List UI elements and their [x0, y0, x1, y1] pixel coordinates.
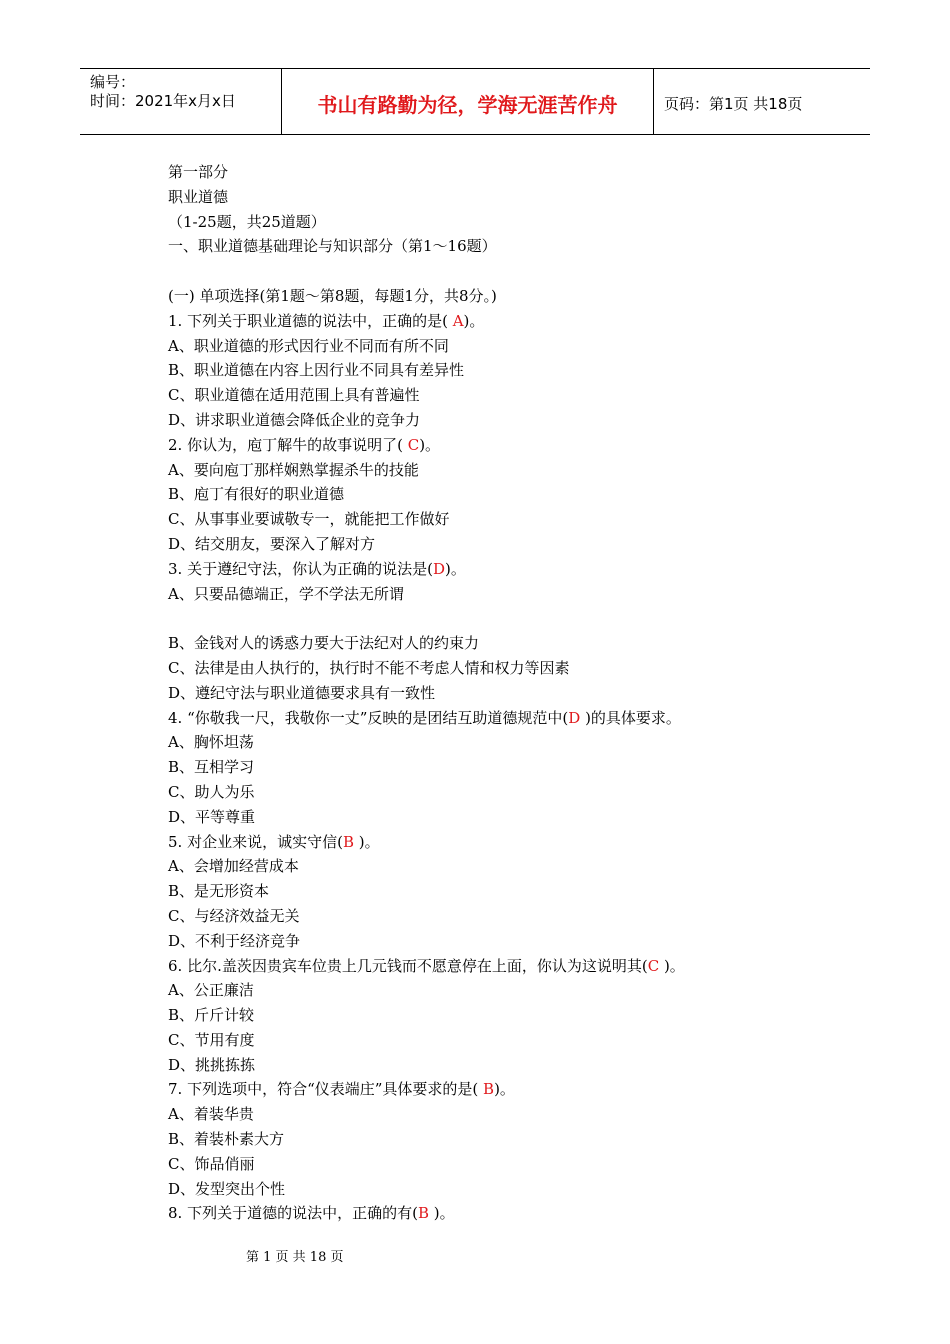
line-text: D、平等尊重: [168, 807, 256, 826]
text-line: [168, 1102, 868, 1127]
line-text-tail: )。: [463, 311, 485, 330]
line-text: B、着装朴素大方: [168, 1130, 285, 1149]
line-text: 职业道德: [168, 187, 229, 206]
line-text-tail: )。: [428, 1204, 455, 1223]
line-text: 6. 比尔.盖茨因贵宾车位贵上几元钱而不愿意停在上面，你认为这说明其(: [168, 956, 648, 975]
text-line: [168, 706, 868, 731]
line-text: D、讲求职业道德会降低企业的竞争力: [168, 410, 421, 429]
line-text: A、要向庖丁那样娴熟掌握杀牛的技能: [168, 460, 419, 479]
line-text: 5. 对企业来说，诚实守信(: [168, 832, 343, 851]
text-line: [168, 234, 868, 259]
text-line: [168, 904, 868, 929]
answer-mark: B: [342, 832, 354, 851]
line-text-tail: )。: [353, 832, 380, 851]
text-line: [168, 805, 868, 830]
line-text: A、公正廉洁: [168, 981, 254, 1000]
line-text-tail: )。: [494, 1080, 515, 1099]
header-meta: [80, 69, 282, 134]
text-line: [168, 854, 868, 879]
line-text: 2. 你认为，庖丁解牛的故事说明了(: [168, 435, 408, 454]
header-page-info: 页码：第1页 共18页: [664, 95, 803, 113]
document-time: 时间：2021年x月x日: [90, 92, 236, 110]
line-text: 8. 下列关于道德的说法中，正确的有(: [168, 1204, 418, 1223]
text-line: [168, 557, 868, 582]
line-text: D、遵纪守法与职业道德要求具有一致性: [168, 683, 436, 702]
text-line: [168, 954, 868, 979]
line-text-tail: )。: [419, 435, 441, 454]
text-line: [168, 532, 868, 557]
line-text: (一) 单项选择(第1题～第8题，每题1分，共8分。): [168, 286, 497, 305]
text-line: [168, 730, 868, 755]
answer-mark: C: [407, 435, 420, 454]
line-text: （1-25题，共25道题）: [168, 212, 326, 231]
text-line: [168, 656, 868, 681]
line-text: D、挑挑拣拣: [168, 1055, 256, 1074]
answer-mark: A: [452, 311, 464, 330]
text-line: [168, 1201, 868, 1226]
document-body: [168, 160, 868, 1226]
text-line: [168, 185, 868, 210]
line-text: A、着装华贵: [168, 1105, 254, 1124]
line-text: 1. 下列关于职业道德的说法中，正确的是(: [168, 311, 453, 330]
line-text-tail: )。: [659, 956, 685, 975]
text-line: [168, 334, 868, 359]
text-line: [168, 929, 868, 954]
line-text: B、斤斤计较: [168, 1006, 255, 1025]
line-text: B、职业道德在内容上因行业不同具有差异性: [168, 361, 465, 380]
line-text: 7. 下列选项中，符合“仪表端庄”具体要求的是(: [168, 1080, 484, 1099]
line-text: C、法律是由人执行的，执行时不能不考虑人情和权力等因素: [168, 658, 570, 677]
text-line: [168, 1152, 868, 1177]
line-text: D、不利于经济竞争: [168, 931, 301, 950]
text-line: [168, 1003, 868, 1028]
text-line: [168, 606, 868, 631]
text-line: [168, 631, 868, 656]
text-line: [168, 458, 868, 483]
text-line: [168, 1053, 868, 1078]
line-text-tail: )。: [444, 559, 466, 578]
text-line: [168, 681, 868, 706]
text-line: [168, 1028, 868, 1053]
document-number-label: 编号：: [90, 73, 136, 91]
line-text: B、金钱对人的诱惑力要大于法纪对人的约束力: [168, 634, 480, 653]
line-text: 3. 关于遵纪守法，你认为正确的说法是(: [168, 559, 433, 578]
answer-mark: B: [483, 1080, 495, 1099]
line-text: 第一部分: [168, 163, 229, 181]
answer-mark: C: [647, 956, 660, 975]
line-text: C、助人为乐: [168, 782, 255, 801]
text-line: [168, 879, 868, 904]
text-line: [168, 284, 868, 309]
text-line: [168, 582, 868, 607]
answer-mark: D: [568, 708, 581, 727]
line-text: C、节用有度: [168, 1030, 255, 1049]
text-line: [168, 1127, 868, 1152]
text-line: [168, 433, 868, 458]
line-text: A、职业道德的形式因行业不同而有所不同: [168, 336, 449, 355]
text-line: [168, 780, 868, 805]
line-text: C、职业道德在适用范围上具有普遍性: [168, 386, 420, 405]
text-line: [168, 259, 868, 284]
line-text: B、互相学习: [168, 758, 255, 777]
line-text: D、结交朋友，要深入了解对方: [168, 534, 376, 553]
answer-mark: B: [417, 1204, 429, 1223]
text-line: [168, 383, 868, 408]
text-line: [168, 309, 868, 334]
line-text: B、庖丁有很好的职业道德: [168, 485, 345, 504]
line-text: 4. “你敬我一尺，我敬你一丈”反映的是团结互助道德规范中(: [168, 708, 569, 727]
text-line: [168, 358, 868, 383]
text-line: [168, 210, 868, 235]
line-text: C、从事事业要诚敬专一，就能把工作做好: [168, 510, 450, 529]
line-text: A、胸怀坦荡: [168, 733, 254, 752]
line-text: A、会增加经营成本: [168, 857, 299, 876]
text-line: [168, 830, 868, 855]
line-text: D、发型突出个性: [168, 1179, 286, 1198]
line-text: C、饰品俏丽: [168, 1154, 255, 1173]
page-header: [80, 68, 870, 135]
header-motto: 书山有路勤为径，学海无涯苦作舟: [282, 69, 654, 134]
line-text: A、只要品德端正，学不学法无所谓: [168, 584, 404, 603]
answer-mark: D: [432, 559, 445, 578]
text-line: [168, 408, 868, 433]
text-line: [168, 160, 868, 185]
text-line: [168, 1077, 868, 1102]
text-line: [168, 755, 868, 780]
text-line: [168, 482, 868, 507]
text-line: [168, 978, 868, 1003]
page-footer: 第 1 页 共 18 页: [246, 1250, 344, 1265]
line-text: B、是无形资本: [168, 882, 270, 901]
text-line: [168, 507, 868, 532]
text-line: [168, 1177, 868, 1202]
line-text-tail: )的具体要求。: [580, 708, 681, 727]
line-text: 一、职业道德基础理论与知识部分（第1～16题）: [168, 237, 497, 256]
line-text: C、与经济效益无关: [168, 906, 300, 925]
